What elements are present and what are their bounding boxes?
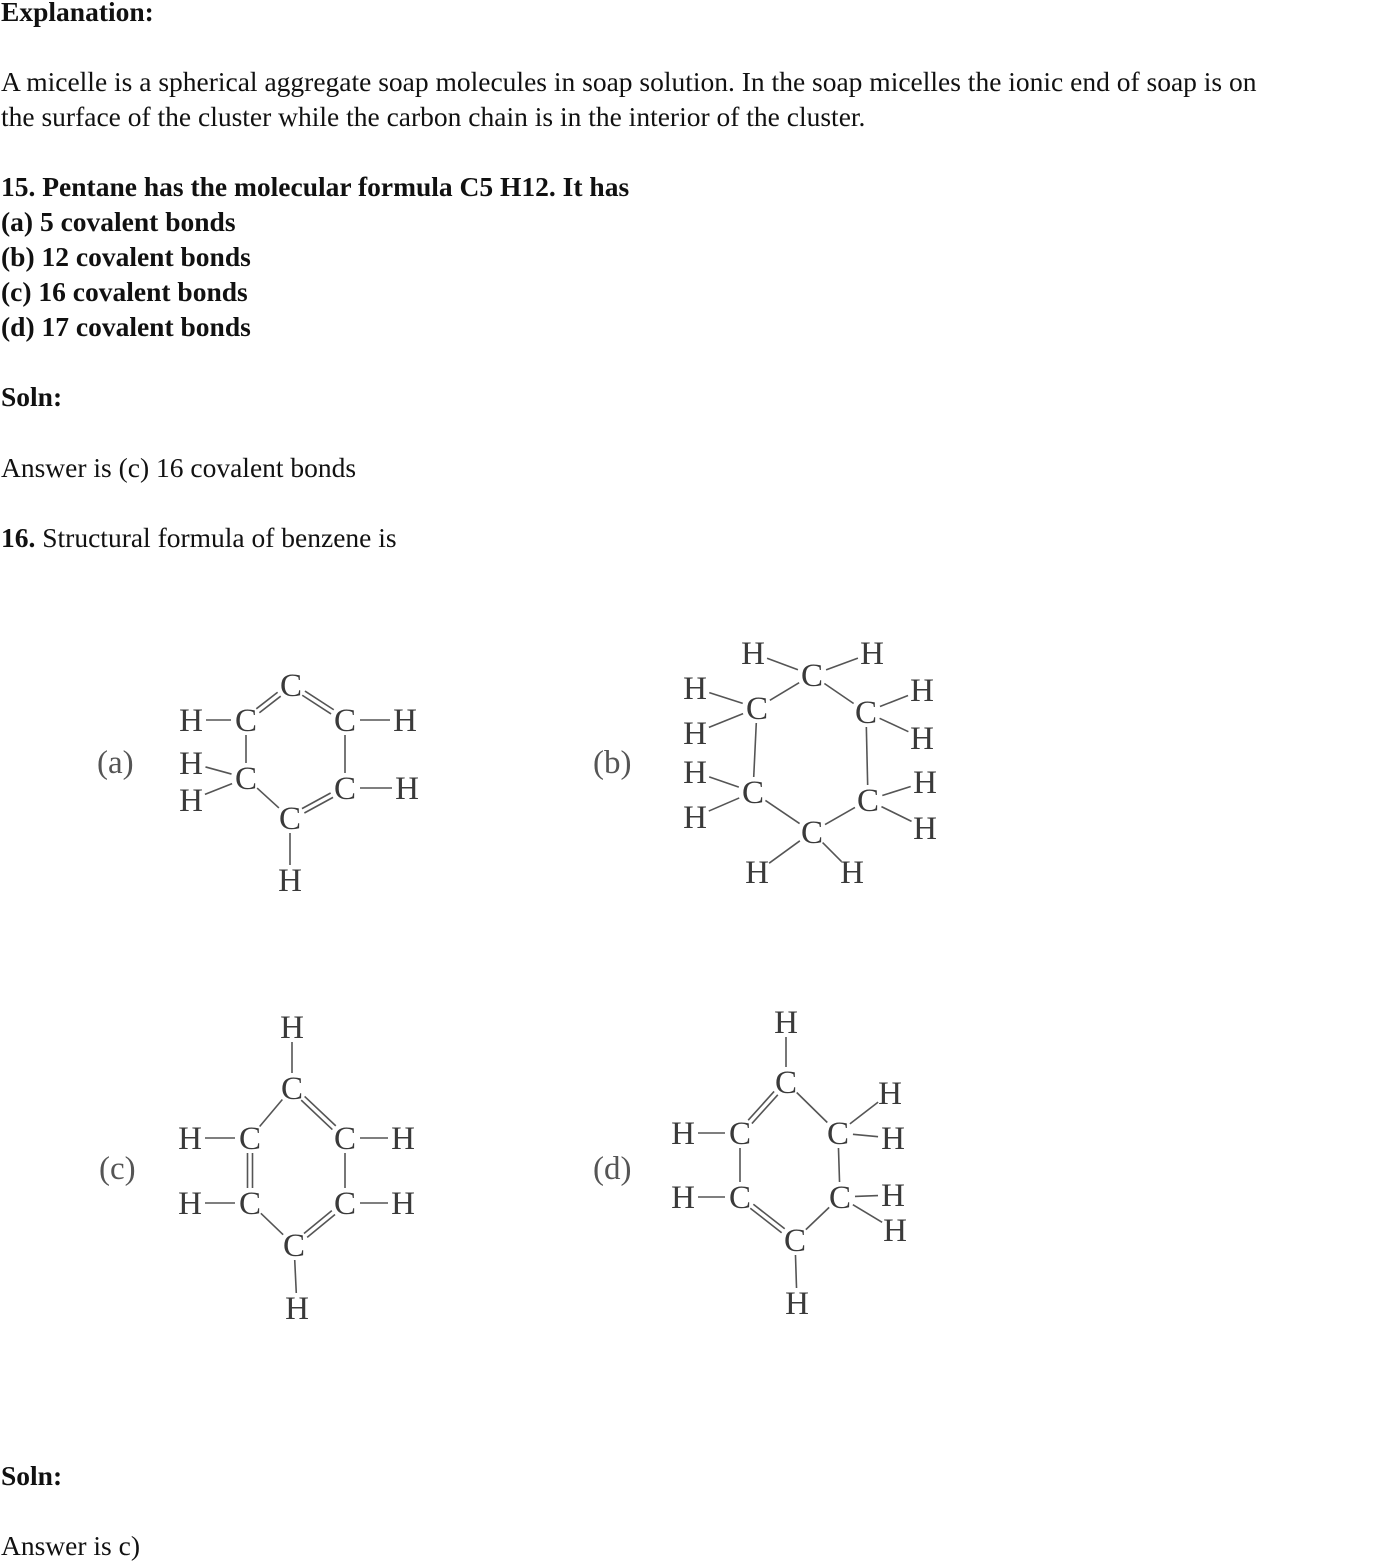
hydrogen-atom: H <box>881 1178 905 1214</box>
hydrogen-atom: H <box>883 1213 907 1249</box>
carbon-atom: C <box>826 1116 850 1152</box>
hydrogen-atom: H <box>683 800 707 836</box>
bond-line <box>752 1095 778 1124</box>
carbon-atom: C <box>333 1121 357 1157</box>
bond-line <box>824 683 853 703</box>
carbon-atom: C <box>828 1180 852 1216</box>
hydrogen-atom: H <box>178 1186 202 1222</box>
q16-number: 16. <box>1 522 36 553</box>
bond-line <box>866 727 867 785</box>
bond-line <box>748 1091 774 1120</box>
hydrogen-atom: H <box>683 671 707 707</box>
hydrogen-atom: H <box>393 703 417 739</box>
bond-line <box>709 693 742 704</box>
explanation-text-line-2: the surface of the cluster while the carbon chain is in the interior of the cluster. <box>1 101 866 132</box>
hydrogen-atom: H <box>878 1076 902 1112</box>
hydrogen-atom: H <box>860 636 884 672</box>
hydrogen-atom: H <box>671 1180 695 1216</box>
hydrogen-atom: H <box>774 1005 798 1041</box>
bond-line <box>826 658 858 670</box>
hydrogen-atom: H <box>179 783 203 819</box>
carbon-atom: C <box>745 691 769 727</box>
hydrogen-atom: H <box>178 1121 202 1157</box>
hydrogen-atom: H <box>395 771 419 807</box>
hydrogen-atom: H <box>278 863 302 899</box>
bond-line <box>301 1100 332 1129</box>
carbon-atom: C <box>278 801 302 837</box>
bond-line <box>260 1099 283 1126</box>
carbon-atom: C <box>238 1121 262 1157</box>
carbon-atom: C <box>333 771 357 807</box>
hydrogen-atom: H <box>683 716 707 752</box>
bond-line <box>709 714 743 728</box>
bond-line <box>853 1134 878 1136</box>
q15-option-a: (a) 5 covalent bonds <box>1 206 236 237</box>
hydrogen-atom: H <box>881 1121 905 1157</box>
carbon-atom: C <box>333 703 357 739</box>
structure-b <box>683 636 937 891</box>
bond-line <box>709 798 739 811</box>
bond-line <box>853 1205 882 1223</box>
bond-line <box>304 1211 332 1234</box>
bond-line <box>261 1213 283 1234</box>
carbon-atom: C <box>279 668 303 704</box>
q15-option-c: (c) 16 covalent bonds <box>1 276 248 307</box>
hydrogen-atom: H <box>179 703 203 739</box>
bond-line <box>855 1196 878 1197</box>
hydrogen-atom: H <box>179 746 203 782</box>
bond-line <box>295 1260 297 1293</box>
bond-line <box>709 777 739 787</box>
structure-d <box>671 1005 907 1322</box>
bond-line <box>797 1093 828 1123</box>
hydrogen-atom: H <box>745 855 769 891</box>
bond-line <box>767 658 798 670</box>
q16-question-text: Structural formula of benzene is <box>35 522 397 553</box>
explanation-text-line-1: A micelle is a spherical aggregate soap molecules in soap solution. In the soap micelles the ionic end of soap is on <box>1 66 1257 97</box>
bond-line <box>825 807 855 824</box>
hydrogen-atom: H <box>671 1116 695 1152</box>
carbon-atom: C <box>234 703 258 739</box>
bond-line <box>882 787 910 796</box>
bond-line <box>765 800 799 823</box>
hydrogen-atom: H <box>683 755 707 791</box>
carbon-atom: C <box>333 1186 357 1222</box>
structure-c <box>178 1010 415 1327</box>
hydrogen-atom: H <box>280 1010 304 1046</box>
bond-line <box>754 723 757 777</box>
carbon-atom: C <box>728 1116 752 1152</box>
hydrogen-atom: H <box>910 721 934 757</box>
bond-line <box>205 784 232 795</box>
bond-line <box>880 695 908 706</box>
hydrogen-atom: H <box>741 636 765 672</box>
option-label-b: (b) <box>593 745 632 781</box>
carbon-atom: C <box>856 783 880 819</box>
carbon-atom: C <box>774 1065 798 1101</box>
option-label-c: (c) <box>99 1151 136 1187</box>
carbon-atom: C <box>854 695 878 731</box>
bond-line <box>823 843 842 862</box>
q15-question: 15. Pentane has the molecular formula C5 H12. It has <box>1 171 630 202</box>
bond-line <box>850 1102 878 1124</box>
hydrogen-atom: H <box>785 1286 809 1322</box>
hydrogen-atom: H <box>285 1291 309 1327</box>
q16-soln-label: Soln: <box>1 1460 63 1491</box>
bond-line <box>257 788 279 808</box>
hydrogen-atom: H <box>391 1186 415 1222</box>
hydrogen-atom: H <box>840 855 864 891</box>
carbon-atom: C <box>800 658 824 694</box>
q15-answer: Answer is (c) 16 covalent bonds <box>1 452 357 483</box>
bond-line <box>750 1208 781 1233</box>
q15-option-d: (d) 17 covalent bonds <box>1 311 251 342</box>
bond-line <box>305 1096 336 1125</box>
explanation-heading: Explanation: <box>1 0 154 27</box>
hydrogen-atom: H <box>913 765 937 801</box>
bond-line <box>770 683 799 701</box>
option-label-d: (d) <box>593 1151 632 1187</box>
bond-line <box>881 807 911 822</box>
bond-line <box>838 1148 839 1182</box>
carbon-atom: C <box>238 1186 262 1222</box>
bond-line <box>753 1204 784 1229</box>
bond-line <box>769 841 800 863</box>
bond-line <box>880 718 909 731</box>
carbon-atom: C <box>800 815 824 851</box>
carbon-atom: C <box>282 1228 306 1264</box>
hydrogen-atom: H <box>913 811 937 847</box>
q16-answer: Answer is c) <box>1 1530 140 1561</box>
hydrogen-atom: H <box>910 673 934 709</box>
structure-a <box>179 668 419 899</box>
hydrogen-atom: H <box>391 1121 415 1157</box>
carbon-atom: C <box>741 775 765 811</box>
carbon-atom: C <box>234 761 258 797</box>
carbon-atom: C <box>728 1180 752 1216</box>
bond-line <box>205 767 231 774</box>
bond-line <box>806 1207 829 1229</box>
q15-soln-label: Soln: <box>1 381 63 412</box>
bond-line <box>795 1255 796 1288</box>
carbon-atom: C <box>783 1223 807 1259</box>
q15-option-b: (b) 12 covalent bonds <box>1 241 251 272</box>
carbon-atom: C <box>280 1071 304 1107</box>
option-label-a: (a) <box>97 745 134 781</box>
bond-line <box>307 1214 335 1237</box>
